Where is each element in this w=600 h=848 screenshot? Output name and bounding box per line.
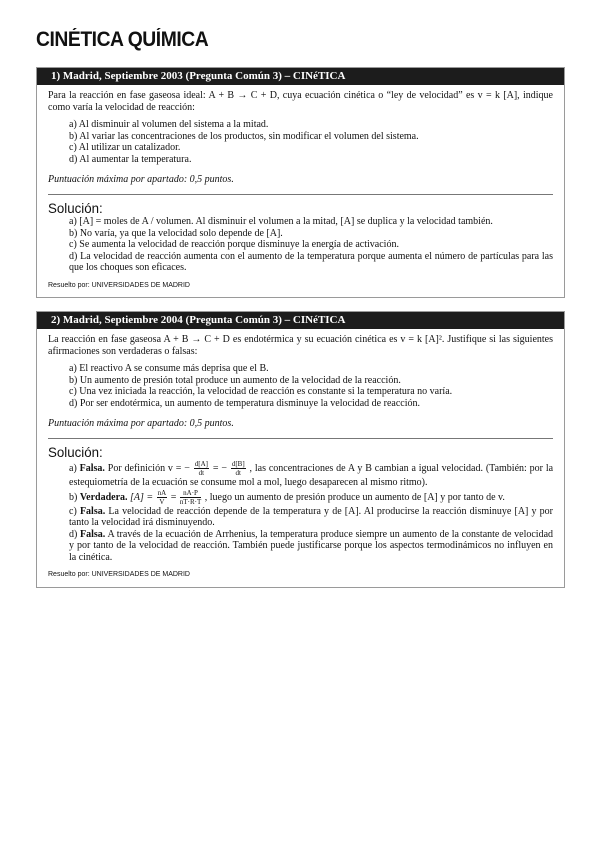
solved-by: Resuelto por: UNIVERSIDADES DE MADRID <box>48 281 190 289</box>
solution-text: , luego un aumento de presión produce un aumento de [A] y por tanto de v. <box>204 491 505 503</box>
problem-2-options <box>69 363 553 409</box>
verdict-label: Falsa. <box>80 528 106 540</box>
option-item: a) El reactivo A se consume más deprisa que el B. <box>69 363 269 374</box>
solution-text: A través de la ecuación de Arrhenius, la temperatura produce siempre un aumento de la constante de velocidad y por tanto de la velocidad de reacción. También puede justificarse porque los aspectos termodinámicos no influyen en la cinética. <box>69 528 554 563</box>
solution-text: Por definición v = − <box>107 462 190 474</box>
solution-prefix: a) <box>69 462 77 474</box>
option-item: a) Al disminuir al volumen del sistema a la mitad. <box>69 119 269 130</box>
problem-2-header: 2) Madrid, Septiembre 2004 (Pregunta Común 3) – CINéTICA <box>37 312 564 329</box>
solution-item: b) No varía, ya que la velocidad solo depende de [A]. <box>69 227 283 239</box>
option-item: b) Al variar las concentraciones de los productos, sin modificar el volumen del sistema. <box>69 130 419 142</box>
fraction: $\frac{d[A]}{dt}$ <box>194 460 208 477</box>
solution-item-b <box>69 489 553 506</box>
problem-1-statement: Para la reacción en fase gaseosa ideal: A + B → C + D, cuya ecuación cinética o “ley de velocidad” es v = k [A], indique como varía la velocidad de reacción: <box>48 90 553 113</box>
page-title: CINÉTICA QUÍMICA <box>36 28 209 51</box>
divider <box>48 438 553 439</box>
solution-title: Solución: <box>48 443 103 460</box>
solution-text: , las concentraciones de A y B cambian a igual velocidad. (También: por la estequiometría de la ecuación se consume mol a mol, luego desaparecen al mismo ritmo). <box>69 462 554 488</box>
solution-item-a <box>69 460 553 489</box>
verdict-label: Falsa. <box>79 462 105 474</box>
solution-text: La velocidad de reacción depende de la temperatura y de [A]. Al producirse la reacción disminuye [A] y por tanto la velocidad irá disminuyendo. <box>69 505 554 528</box>
fraction: $\frac{d[B]}{dt}$ <box>231 460 245 477</box>
solution-title: Solución: <box>48 199 103 216</box>
fraction: $\frac{nA\cdot P}{nT\cdot R\cdot T}$ <box>179 488 202 506</box>
problem-1-options <box>69 119 553 165</box>
problem-1-box <box>36 67 565 298</box>
problem-2-solutions <box>69 460 553 563</box>
fraction: $\frac{nA}{V}$ <box>157 488 167 506</box>
solution-item-d <box>69 529 553 564</box>
equation-text: = − <box>212 462 227 474</box>
option-item: c) Al utilizar un catalizador. <box>69 142 181 153</box>
solution-item: d) La velocidad de reacción aumenta con el aumento de la temperatura porque aumenta el número de partículas para las que los choques son eficaces. <box>69 250 553 273</box>
solved-by: Resuelto por: UNIVERSIDADES DE MADRID <box>48 571 190 578</box>
problem-1-score: Puntuación máxima por apartado: 0,5 puntos. <box>48 174 234 185</box>
problem-2-score: Puntuación máxima por apartado: 0,5 puntos. <box>48 418 234 429</box>
option-item: d) Por ser endotérmica, un aumento de temperatura disminuye la velocidad de reacción. <box>69 397 420 409</box>
solution-prefix: c) <box>69 505 77 517</box>
solution-prefix: b) <box>69 491 78 503</box>
equation-text: = <box>170 491 177 503</box>
problem-2-box <box>36 311 565 588</box>
problem-1-header: 1) Madrid, Septiembre 2003 (Pregunta Común 3) – CINéTICA <box>37 68 564 85</box>
verdict-label: Verdadera. <box>79 491 128 503</box>
divider <box>48 194 553 195</box>
option-item: b) Un aumento de presión total produce un aumento de la velocidad de la reacción. <box>69 374 401 386</box>
problem-2-statement: La reacción en fase gaseosa A + B → C + D es endotérmica y su ecuación cinética es v = k [A]². Justifique si las siguientes afirmaciones son verdaderas o falsas: <box>48 334 553 357</box>
solution-item-c <box>69 506 553 529</box>
solution-item: a) [A] = moles de A / volumen. Al disminuir el volumen a la mitad, [A] se duplica y la velocidad también. <box>69 216 493 227</box>
solution-prefix: d) <box>69 528 78 540</box>
problem-1-solutions <box>69 216 553 274</box>
equation-text: [A] = <box>130 491 154 503</box>
option-item: d) Al aumentar la temperatura. <box>69 153 192 165</box>
verdict-label: Falsa. <box>79 505 106 517</box>
option-item: c) Una vez iniciada la reacción, la velocidad de reacción es constante si la temperatura no varía. <box>69 386 453 397</box>
solution-item: c) Se aumenta la velocidad de reacción porque disminuye la energía de activación. <box>69 239 399 250</box>
